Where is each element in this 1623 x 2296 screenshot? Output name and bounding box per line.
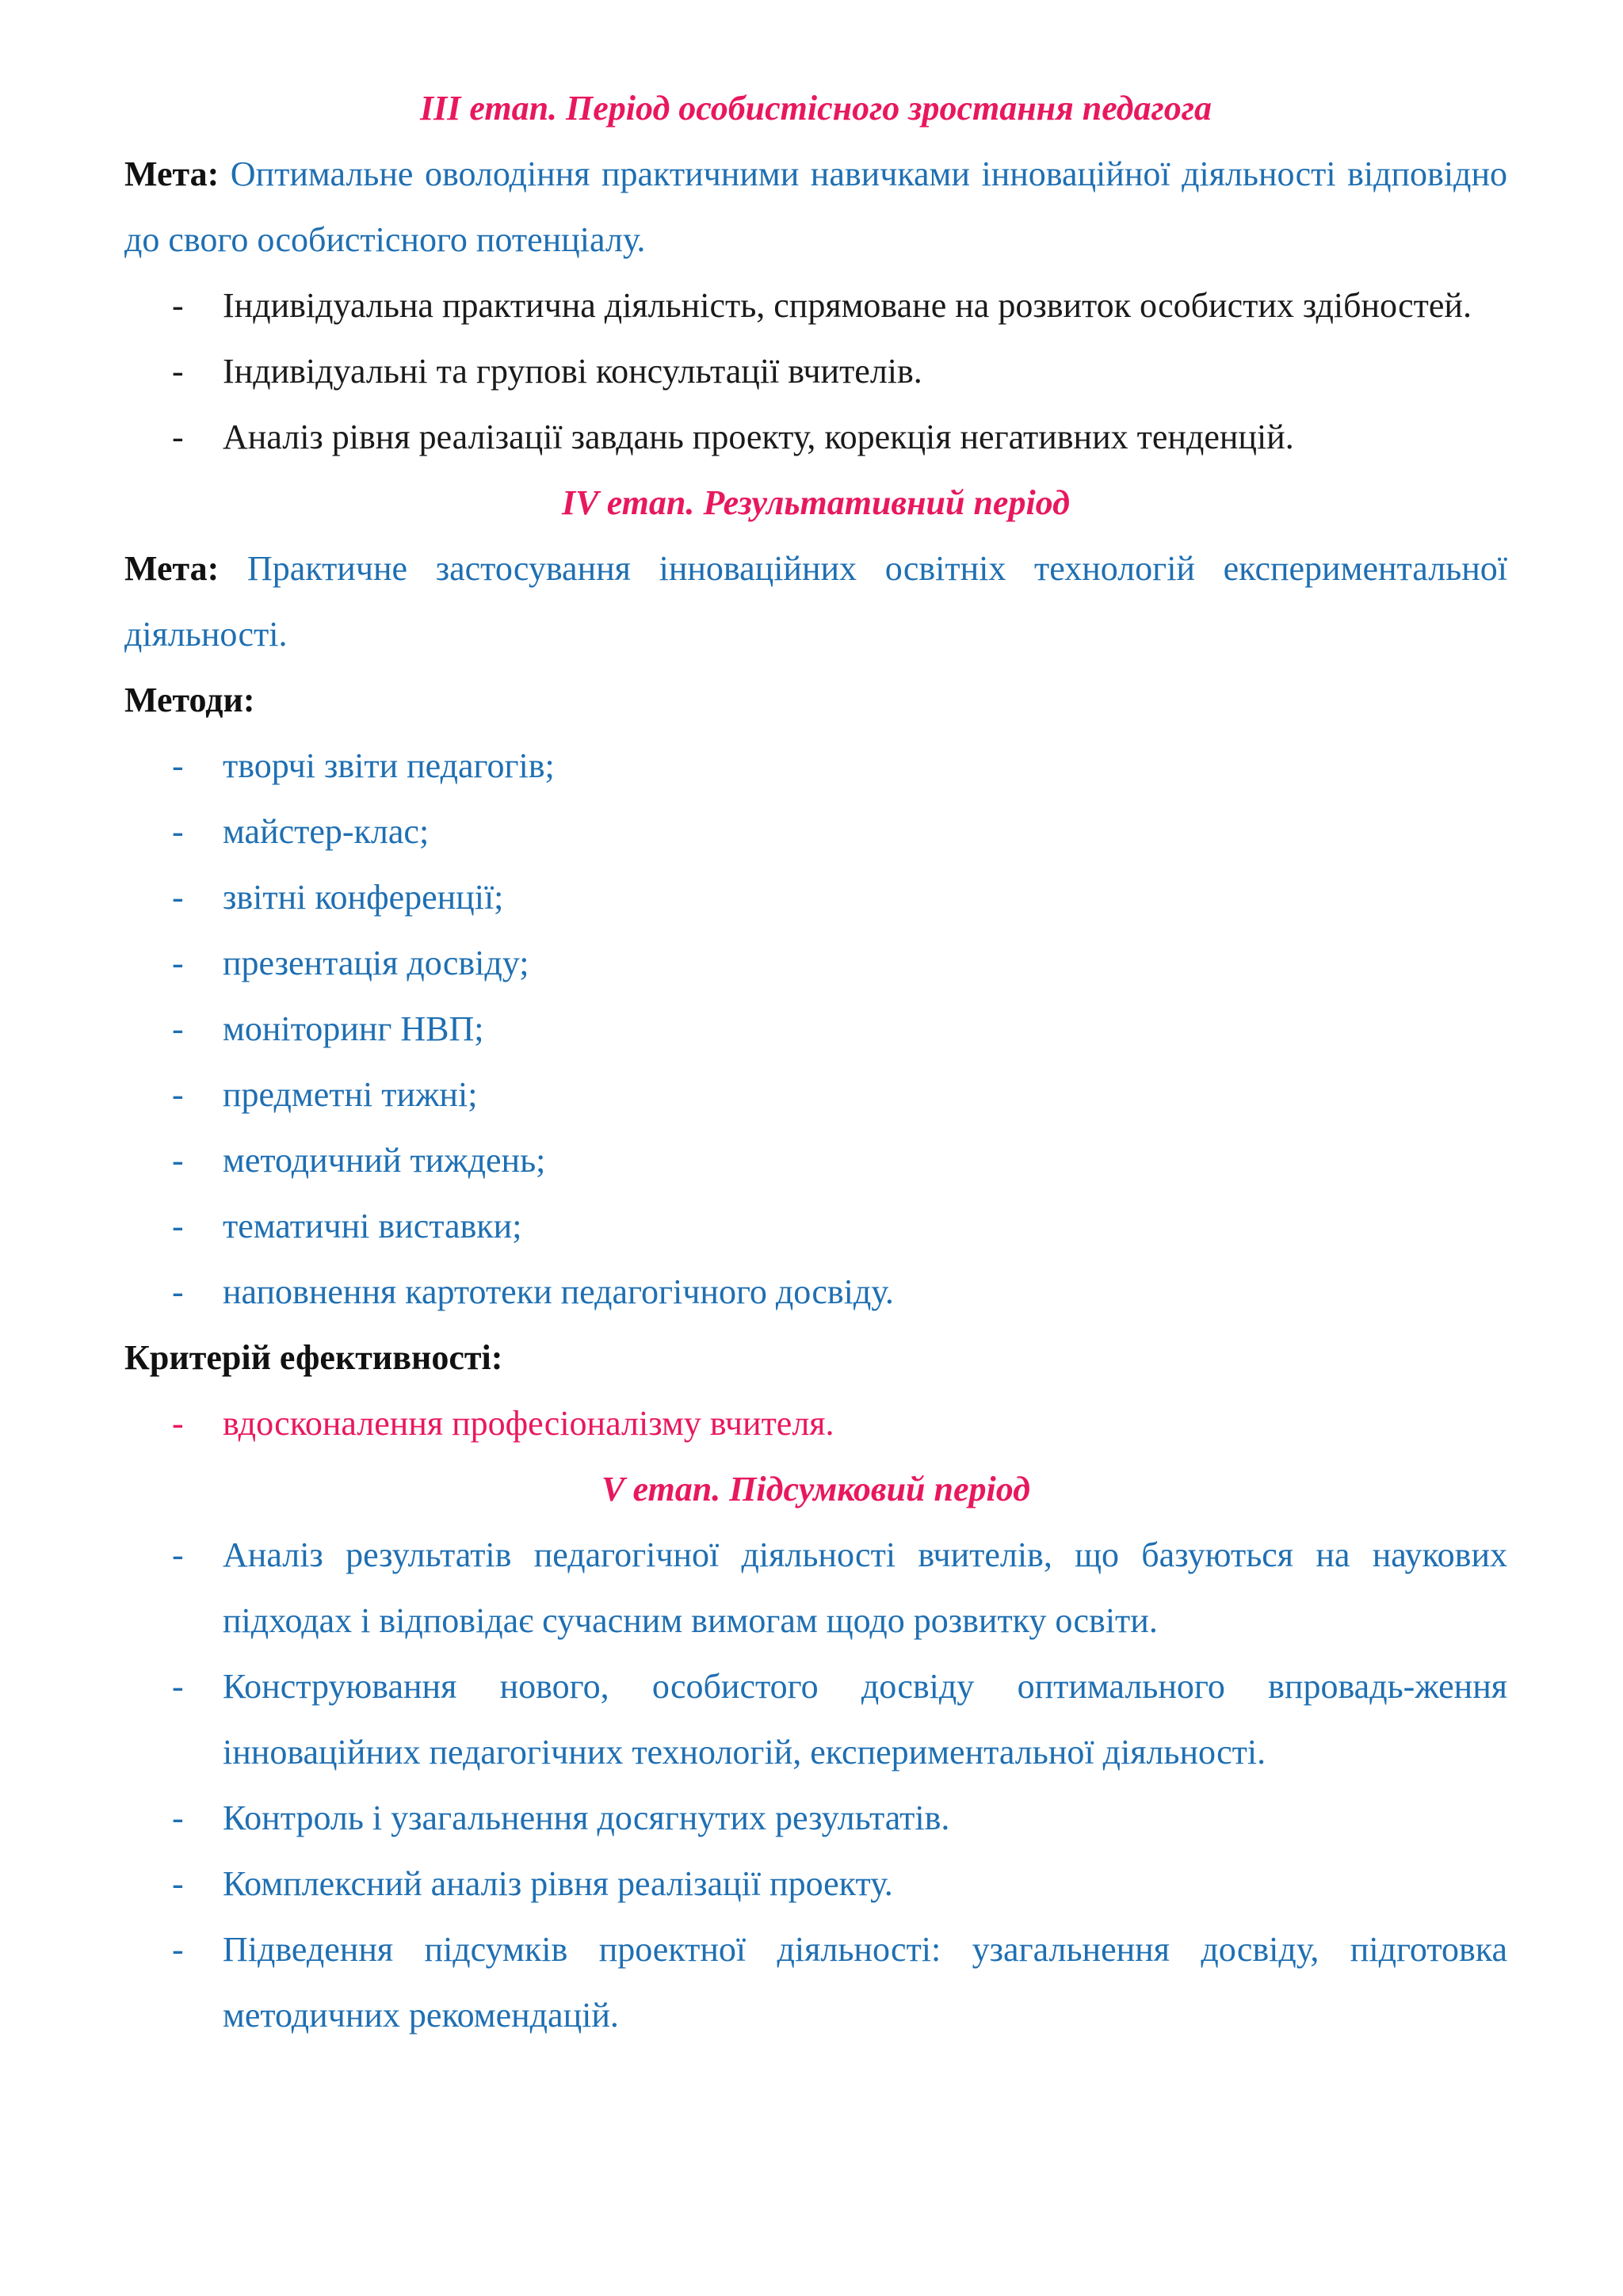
list-item-text: Аналіз результатів педагогічної діяльності вчителів, що базуються на наукових підходах і відповідає сучасним вимогам щодо розвитку освіти. xyxy=(223,1535,1507,1640)
list-item xyxy=(124,273,1507,338)
list-item xyxy=(124,1653,1507,1785)
list-item-text: Конструювання нового, особистого досвіду оптимального впровадь-ження інноваційних педагогічних технологій, експериментальної діяльності. xyxy=(223,1667,1507,1772)
list-item xyxy=(124,1193,1507,1259)
dash-marker: - xyxy=(172,878,184,917)
list-item-text: Індивідуальні та групові консультації вчителів. xyxy=(223,352,922,391)
criterion-list xyxy=(124,1390,1507,1456)
dash-marker: - xyxy=(172,1667,184,1706)
stage4-goal-text: Практичне застосування інноваційних освітніх технологій експериментальної діяльності. xyxy=(124,549,1507,654)
stage3-goal-label: Мета: xyxy=(124,154,220,193)
stage3-goal-text: Оптимальне оволодіння практичними навичками інноваційної діяльності відповідно до свого особистісного потенціалу. xyxy=(124,154,1507,259)
list-item-text: звітні конференції; xyxy=(223,878,504,917)
list-item-text: тематичні виставки; xyxy=(223,1207,522,1245)
document-page xyxy=(124,75,1507,2048)
dash-marker: - xyxy=(172,1864,184,1903)
list-item xyxy=(124,338,1507,404)
dash-marker: - xyxy=(172,352,184,391)
list-item-text: Комплексний аналіз рівня реалізації проекту. xyxy=(223,1864,893,1903)
dash-marker: - xyxy=(172,1075,184,1114)
stage5-list xyxy=(124,1522,1507,2048)
dash-marker: - xyxy=(172,418,184,456)
list-item xyxy=(124,1390,1507,1456)
dash-marker: - xyxy=(172,1798,184,1837)
list-item-text: Аналіз рівня реалізації завдань проекту, корекція негативних тенденцій. xyxy=(223,418,1294,456)
stage3-goal xyxy=(124,141,1507,273)
stage3-list xyxy=(124,273,1507,470)
dash-marker: - xyxy=(172,1009,184,1048)
dash-marker: - xyxy=(172,746,184,785)
list-item xyxy=(124,1522,1507,1653)
list-item xyxy=(124,1259,1507,1325)
list-item xyxy=(124,930,1507,996)
list-item xyxy=(124,996,1507,1062)
list-item xyxy=(124,864,1507,930)
list-item xyxy=(124,1851,1507,1917)
list-item-text: Підведення підсумків проектної діяльності: узагальнення досвіду, підготовка методичних рекомендацій. xyxy=(223,1930,1507,2035)
stage3-title: III етап. Період особистісного зростання педагога xyxy=(420,89,1212,128)
list-item xyxy=(124,1127,1507,1193)
methods-list xyxy=(124,733,1507,1325)
dash-marker: - xyxy=(172,1207,184,1245)
list-item xyxy=(124,1062,1507,1127)
dash-marker: - xyxy=(172,1930,184,1969)
dash-marker: - xyxy=(172,1404,184,1443)
list-item-text: презентація досвіду; xyxy=(223,944,529,982)
list-item-text: методичний тиждень; xyxy=(223,1141,546,1180)
list-item-text: Індивідуальна практична діяльність, спрямоване на розвиток особистих здібностей. xyxy=(223,286,1472,325)
list-item xyxy=(124,404,1507,470)
stage5-title: V етап. Підсумковий період xyxy=(601,1470,1030,1508)
list-item-text: майстер-клас; xyxy=(223,812,430,851)
list-item-text: Контроль і узагальнення досягнутих результатів. xyxy=(223,1798,950,1837)
dash-marker: - xyxy=(172,944,184,982)
methods-label: Методи: xyxy=(124,681,255,719)
stage4-title: IV етап. Результативний період xyxy=(562,483,1070,522)
dash-marker: - xyxy=(172,1272,184,1311)
list-item xyxy=(124,799,1507,864)
list-item-text: вдосконалення професіоналізму вчителя. xyxy=(223,1404,834,1443)
list-item xyxy=(124,1917,1507,2048)
criterion-label: Критерій ефективності: xyxy=(124,1338,503,1377)
list-item-text: творчі звіти педагогів; xyxy=(223,746,555,785)
list-item xyxy=(124,733,1507,799)
list-item-text: моніторинг НВП; xyxy=(223,1009,484,1048)
list-item-text: наповнення картотеки педагогічного досвіду. xyxy=(223,1272,894,1311)
stage4-goal-label: Мета: xyxy=(124,549,220,588)
stage4-goal xyxy=(124,536,1507,667)
dash-marker: - xyxy=(172,1535,184,1574)
list-item xyxy=(124,1785,1507,1851)
dash-marker: - xyxy=(172,1141,184,1180)
dash-marker: - xyxy=(172,812,184,851)
list-item-text: предметні тижні; xyxy=(223,1075,478,1114)
dash-marker: - xyxy=(172,286,184,325)
